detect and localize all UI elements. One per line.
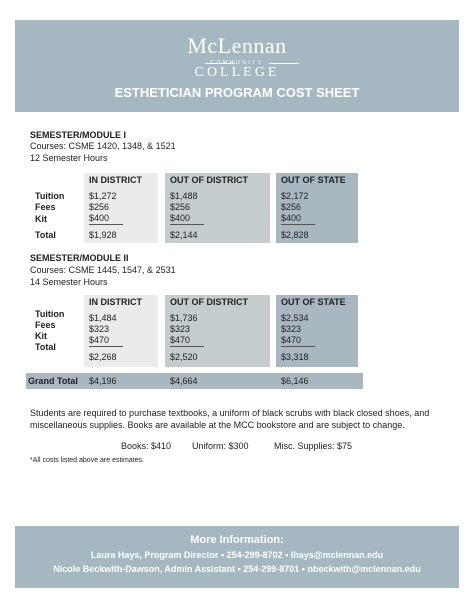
subtotal-rule (89, 224, 123, 225)
semester2-in-district-fees: $323 (89, 324, 110, 334)
footer-title: More Information: (190, 534, 284, 546)
column-header-out-state: OUT OF STATE (281, 297, 346, 307)
semester2-out-state-kit: $470 (281, 335, 302, 345)
column-header-in-district: IN DISTRICT (89, 297, 142, 307)
semester2-label-fees: Fees (35, 320, 56, 330)
semester2-out-state-tuition: $2,534 (281, 313, 309, 323)
semester2-out-district-kit: $470 (170, 335, 191, 345)
semester2-hours: 14 Semester Hours (30, 277, 108, 287)
grand-total-in-district: $4,196 (89, 376, 117, 386)
semester1-label-kit: Kit (35, 214, 47, 224)
semester1-in-district-total: $1,928 (89, 230, 117, 240)
semester2-in-district-total: $2,268 (89, 352, 117, 362)
column-header-out-district: OUT OF DISTRICT (170, 297, 248, 307)
semester2-courses: Courses: CSME 1445, 1547, & 2531 (30, 265, 176, 275)
semester2-out-state-total: $3,318 (281, 352, 309, 362)
grand-total-out-state: $6,146 (281, 376, 309, 386)
footer-contact-director: Laura Hays, Program Director • 254-299-8702 • lhays@mclennan.edu (90, 550, 384, 560)
semester1-out-state-total: $2,828 (281, 230, 309, 240)
college-logo-college: COLLEGE (194, 65, 280, 80)
misc-supplies-cost: Misc. Supplies: $75 (274, 441, 353, 451)
semester1-out-state-fees: $256 (281, 202, 302, 212)
semester1-title: SEMESTER/MODULE I (30, 130, 127, 140)
semester2-out-district-fees: $323 (170, 324, 191, 334)
semester1-out-district-tuition: $1,488 (170, 191, 198, 201)
footer-contact-assistant: Nicole Beckwith-Dawson, Admin Assistant • 254-299-8701 • nbeckwith@mclennan.edu (53, 564, 421, 574)
semester1-out-district-total: $2,144 (170, 230, 198, 240)
semester2-label-kit: Kit (35, 331, 47, 341)
semester1-out-district-kit: $400 (170, 213, 191, 223)
logo-divider-right (269, 63, 299, 64)
subtotal-rule (170, 346, 204, 347)
subtotal-rule (170, 224, 204, 225)
footer-banner (15, 526, 459, 588)
semester1-in-district-kit: $400 (89, 213, 110, 223)
semester1-in-district-fees: $256 (89, 202, 110, 212)
uniform-cost: Uniform: $300 (192, 441, 249, 451)
grand-total-row (26, 373, 363, 389)
semester1-in-district-tuition: $1,272 (89, 191, 117, 201)
semester2-title: SEMESTER/MODULE II (30, 253, 129, 263)
semester1-out-state-column (276, 173, 358, 243)
semester1-label-total: Total (35, 230, 56, 240)
semester2-out-state-column (276, 295, 358, 367)
college-logo-community: COMMUNITY (210, 60, 264, 66)
semester1-out-district-column (165, 173, 270, 243)
semester2-out-district-column (165, 295, 270, 367)
supplies-note: Students are required to purchase textbooks, a uniform of black scrubs with black closed shoes, and miscellaneous supplies. Books are available at the MCC bookstore and are subject to change. (30, 408, 430, 430)
semester2-label-total: Total (35, 342, 56, 352)
semester2-out-district-tuition: $1,736 (170, 313, 198, 323)
estimate-disclaimer: *All costs listed above are estimates. (30, 457, 144, 464)
semester1-out-state-kit: $400 (281, 213, 302, 223)
subtotal-rule (89, 346, 123, 347)
semester2-in-district-kit: $470 (89, 335, 110, 345)
subtotal-rule (281, 346, 315, 347)
semester2-label-tuition: Tuition (35, 309, 65, 319)
semester1-label-fees: Fees (35, 202, 56, 212)
semester1-out-district-fees: $256 (170, 202, 191, 212)
column-header-in-district: IN DISTRICT (89, 175, 142, 185)
grand-total-label: Grand Total (28, 376, 78, 386)
semester1-courses: Courses: CSME 1420, 1348, & 1521 (30, 141, 176, 151)
page-title: ESTHETICIAN PROGRAM COST SHEET (114, 85, 360, 100)
semester1-hours: 12 Semester Hours (30, 153, 108, 163)
semester1-label-tuition: Tuition (35, 191, 65, 201)
column-header-out-state: OUT OF STATE (281, 175, 346, 185)
semester1-in-district-column (84, 173, 158, 243)
semester1-out-state-tuition: $2,172 (281, 191, 309, 201)
semester2-out-district-total: $2,520 (170, 352, 198, 362)
header-banner (15, 20, 459, 112)
grand-total-out-district: $4,664 (170, 376, 198, 386)
subtotal-rule (281, 224, 315, 225)
college-logo-name: McLennan (187, 33, 287, 58)
semester2-in-district-tuition: $1,484 (89, 313, 117, 323)
books-cost: Books: $410 (121, 441, 172, 451)
semester2-in-district-column (84, 295, 158, 367)
column-header-out-district: OUT OF DISTRICT (170, 175, 248, 185)
semester2-out-state-fees: $323 (281, 324, 302, 334)
